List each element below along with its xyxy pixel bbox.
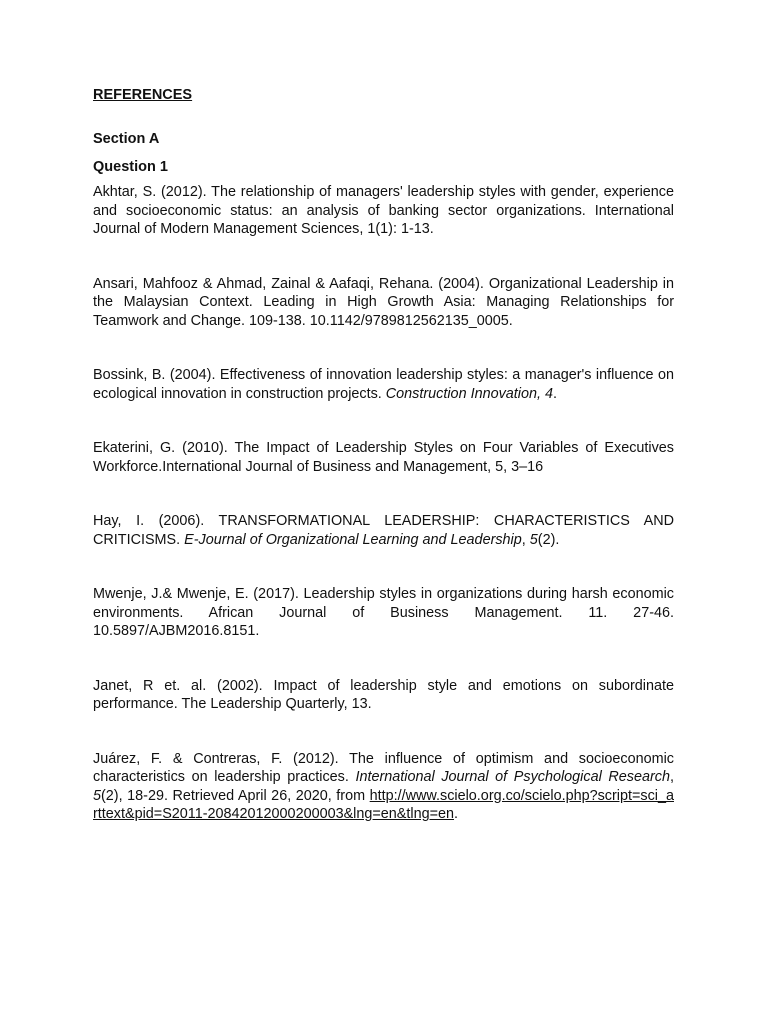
reference-bossink (93, 366, 674, 403)
reference-text: (2), 18-29. Retrieved April 26, 2020, from (101, 787, 370, 804)
reference-text: Juárez, F. & Contreras, F. (2012). The influence of optimism and socioeconomic characteristics on leadership practices. (93, 750, 674, 785)
reference-mwenje: Mwenje, J.& Mwenje, E. (2017). Leadership styles in organizations during harsh economic environments. African Journal of Business Management. 11. 27-46. 10.5897/AJBM2016.8151. (93, 586, 674, 639)
document-page (93, 86, 674, 860)
reference-volume: 5 (93, 787, 102, 804)
reference-ansari: Ansari, Mahfooz & Ahmad, Zainal & Aafaqi, Rehana. (2004). Organizational Leadership in the Malaysian Context. Leading in High Growth Asia: Managing Relationships for Teamwork and Change. 109-138. 10.1142/9789812562135_0005. (93, 275, 674, 329)
references-heading: REFERENCES (93, 87, 193, 103)
reference-ekaterini: Ekaterini, G. (2010). The Impact of Leadership Styles on Four Variables of Executives Workforce.International Journal of Business and Management, 5, 3–16 (93, 440, 674, 475)
reference-volume: 5 (529, 531, 538, 548)
reference-hay (93, 512, 674, 549)
section-heading: Section A (93, 131, 160, 147)
reference-text: (2). (537, 531, 560, 548)
reference-text: . (552, 385, 557, 402)
reference-text: , (521, 531, 530, 548)
reference-text: Bossink, B. (2004). Effectiveness of innovation leadership styles: a manager's influence on ecological innovation in construction projects. (93, 367, 674, 402)
reference-journal: Construction Innovation, 4 (385, 385, 553, 402)
reference-juarez (93, 750, 674, 824)
reference-text: . (454, 806, 459, 822)
reference-url-link[interactable]: http://www.scielo.org.co/scielo.php?script=sci_arttext&pid=S2011-20842012000200003&lng=en&tlng=en (93, 787, 674, 822)
reference-text: , (670, 769, 674, 785)
reference-janet: Janet, R et. al. (2002). Impact of leadership style and emotions on subordinate performance. The Leadership Quarterly, 13. (93, 677, 674, 712)
reference-journal: International Journal of Psychological Research (355, 769, 670, 785)
reference-journal: E-Journal of Organizational Learning and Leadership (184, 531, 522, 548)
reference-text: Hay, I. (2006). TRANSFORMATIONAL LEADERSHIP: CHARACTERISTICS AND CRITICISMS. (93, 513, 674, 548)
question-heading: Question 1 (93, 159, 168, 175)
reference-akhtar: Akhtar, S. (2012). The relationship of managers' leadership styles with gender, experience and socioeconomic status: an analysis of banking sector organizations. International Journal of Modern Management Sciences, 1(1): 1-13. (93, 184, 674, 237)
